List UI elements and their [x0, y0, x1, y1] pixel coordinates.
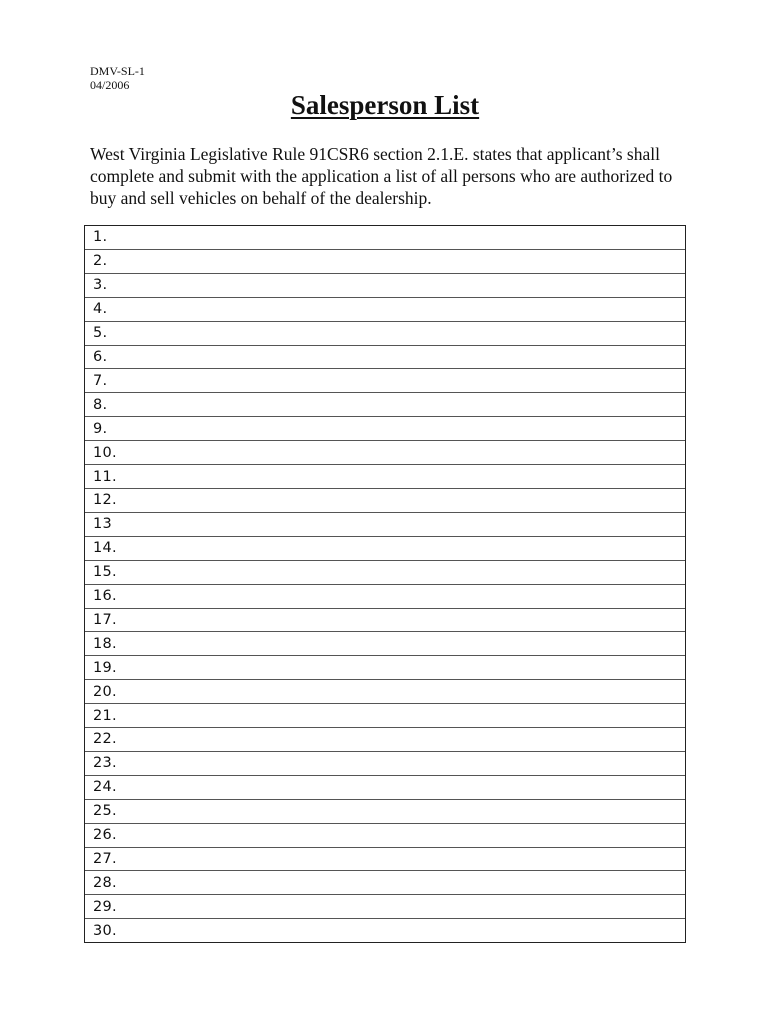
salesperson-row[interactable] [85, 919, 685, 942]
salesperson-row[interactable] [85, 824, 685, 848]
salesperson-row[interactable] [85, 322, 685, 346]
row-number: 6. [93, 348, 108, 365]
row-number: 10. [93, 444, 117, 461]
salesperson-row[interactable] [85, 274, 685, 298]
row-number: 9. [93, 420, 108, 437]
row-number: 25. [93, 803, 117, 820]
row-number: 28. [93, 874, 117, 891]
salesperson-row[interactable] [85, 298, 685, 322]
row-number: 8. [93, 396, 108, 413]
salesperson-row[interactable] [85, 680, 685, 704]
salesperson-list-table [84, 225, 686, 943]
row-number: 29. [93, 898, 117, 915]
row-number: 12. [93, 492, 117, 509]
salesperson-row[interactable] [85, 561, 685, 585]
row-number: 15. [93, 564, 117, 581]
salesperson-row[interactable] [85, 704, 685, 728]
salesperson-row[interactable] [85, 537, 685, 561]
salesperson-row[interactable] [85, 489, 685, 513]
form-date: 04/2006 [90, 78, 130, 92]
row-number: 19. [93, 659, 117, 676]
intro-line: complete and submit with the application a list of all persons who are authorized to [90, 166, 673, 186]
row-number: 5. [93, 325, 108, 342]
salesperson-row[interactable] [85, 465, 685, 489]
row-number: 26. [93, 827, 117, 844]
salesperson-row[interactable] [85, 776, 685, 800]
row-number: 21. [93, 707, 117, 724]
salesperson-row[interactable] [85, 728, 685, 752]
row-number: 17. [93, 611, 117, 628]
salesperson-row[interactable] [85, 895, 685, 919]
salesperson-row[interactable] [85, 250, 685, 274]
intro-line: buy and sell vehicles on behalf of the dealership. [90, 188, 432, 208]
intro-paragraph [90, 143, 700, 209]
salesperson-row[interactable] [85, 871, 685, 895]
salesperson-row[interactable] [85, 441, 685, 465]
salesperson-row[interactable] [85, 609, 685, 633]
salesperson-row[interactable] [85, 632, 685, 656]
row-number: 27. [93, 851, 117, 868]
salesperson-row[interactable] [85, 752, 685, 776]
salesperson-row[interactable] [85, 393, 685, 417]
salesperson-row[interactable] [85, 369, 685, 393]
row-number: 20. [93, 683, 117, 700]
row-number: 7. [93, 372, 108, 389]
salesperson-row[interactable] [85, 848, 685, 872]
row-number: 14. [93, 540, 117, 557]
salesperson-row[interactable] [85, 346, 685, 370]
row-number: 18. [93, 635, 117, 652]
page-title: Salesperson List [290, 90, 480, 120]
salesperson-row[interactable] [85, 513, 685, 537]
row-number: 22. [93, 731, 117, 748]
salesperson-row[interactable] [85, 585, 685, 609]
intro-line: West Virginia Legislative Rule 91CSR6 section 2.1.E. states that applicant’s shall [90, 144, 660, 164]
salesperson-row[interactable] [85, 656, 685, 680]
row-number: 24. [93, 779, 117, 796]
row-number: 11. [93, 468, 117, 485]
row-number: 13 [93, 516, 113, 533]
row-number: 30. [93, 922, 117, 939]
salesperson-row[interactable] [85, 417, 685, 441]
row-number: 4. [93, 301, 108, 318]
row-number: 23. [93, 755, 117, 772]
form-code-block [90, 64, 145, 92]
salesperson-row[interactable] [85, 800, 685, 824]
salesperson-row[interactable] [85, 226, 685, 250]
row-number: 3. [93, 277, 108, 294]
form-code: DMV-SL-1 [90, 64, 145, 78]
row-number: 1. [93, 229, 108, 246]
row-number: 16. [93, 588, 117, 605]
row-number: 2. [93, 253, 108, 270]
